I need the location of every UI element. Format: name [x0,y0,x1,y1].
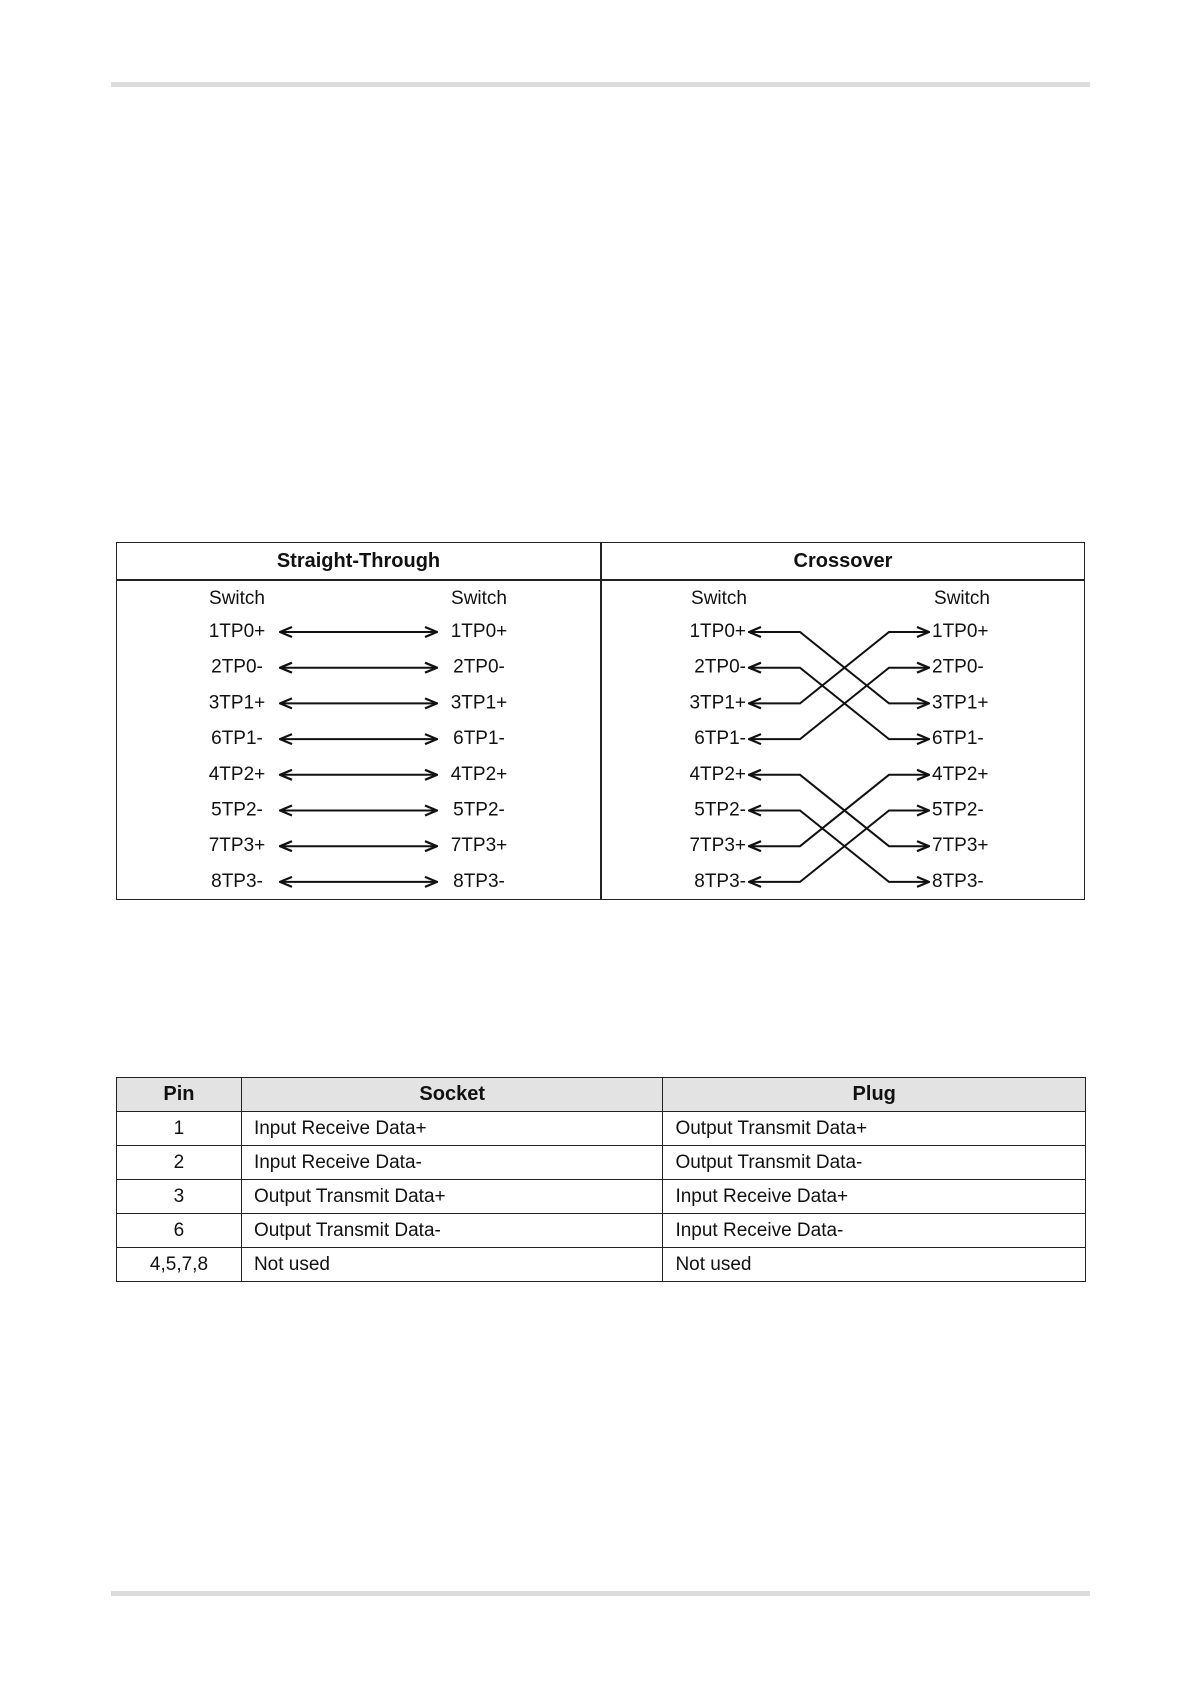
socket-cell: Output Transmit Data- [241,1214,663,1248]
table-row [117,1214,1086,1248]
crossover-left-pin-label: 4TP2+ [689,763,746,785]
crossover-left-pin-label: 7TP3+ [689,835,746,857]
crossover-left-pin-label: 6TP1- [694,728,746,750]
crossover-right-pin-label: 2TP0- [932,656,984,678]
straight-right-pin-label: 5TP2- [453,799,505,821]
crossover-left-pin-label: 2TP0- [694,656,746,678]
crossover-left-pin-label: 1TP0+ [689,621,746,643]
crossover-right-pin-label: 1TP0+ [932,621,989,643]
socket-cell: Output Transmit Data+ [241,1180,663,1214]
crossover-left-pin-label: 8TP3- [694,870,746,892]
straight-right-pin-label: 2TP0- [453,656,505,678]
plug-cell: Input Receive Data- [663,1214,1086,1248]
straight-left-pin-label: 2TP0- [211,656,263,678]
straight-right-pin-label: 3TP1+ [450,692,508,714]
crossover-right-pin-label: 7TP3+ [932,835,989,857]
pin-cell: 2 [117,1146,242,1180]
straight-left-pin-label: 8TP3- [211,870,263,892]
straight-left-pin-label: 5TP2- [211,799,263,821]
table-row [117,1146,1086,1180]
straight-right-pin-label: 6TP1- [453,728,505,750]
pin-cell: 3 [117,1180,242,1214]
straight-left-header: Switch [209,588,265,610]
socket-cell: Not used [241,1248,663,1282]
pin-header: Pin [117,1078,242,1112]
crossover-right-pin-label: 3TP1+ [932,692,989,714]
crossover-right-pin-label: 6TP1- [932,728,984,750]
plug-header: Plug [663,1078,1086,1112]
socket-cell: Input Receive Data- [241,1146,663,1180]
pin-cell: 6 [117,1214,242,1248]
header-rule [111,82,1090,87]
crossover-left-pin-label: 3TP1+ [689,692,746,714]
straight-right-header: Switch [451,588,507,610]
straight-right-pin-label: 4TP2+ [450,763,508,785]
pin-cell: 1 [117,1112,242,1146]
plug-cell: Not used [663,1248,1086,1282]
wiring-diagram [117,543,1083,898]
plug-cell: Input Receive Data+ [663,1180,1086,1214]
table-row [117,1112,1086,1146]
straight-left-pin-label: 6TP1- [211,728,263,750]
plug-cell: Output Transmit Data- [663,1146,1086,1180]
crossover-right-pin-label: 4TP2+ [932,763,989,785]
straight-through-title: Straight-Through [276,550,441,572]
wiring-diagram-table [116,542,1085,900]
crossover-title: Crossover [793,550,893,572]
crossover-left-header: Switch [691,588,747,610]
pin-table-header-row [117,1078,1086,1112]
crossover-right-pin-label: 8TP3- [932,870,984,892]
straight-right-pin-label: 7TP3+ [450,835,508,857]
pin-cell: 4,5,7,8 [117,1248,242,1282]
straight-right-pin-label: 8TP3- [453,870,505,892]
straight-left-pin-label: 4TP2+ [208,763,266,785]
crossover-right-header: Switch [934,588,990,610]
footer-rule [111,1591,1090,1596]
table-row [117,1248,1086,1282]
pin-assignment-table [116,1077,1086,1282]
crossover-right-pin-label: 5TP2- [932,799,984,821]
crossover-left-pin-label: 5TP2- [694,799,746,821]
table-row [117,1180,1086,1214]
straight-left-pin-label: 3TP1+ [208,692,266,714]
socket-header: Socket [241,1078,663,1112]
straight-left-pin-label: 7TP3+ [208,835,266,857]
socket-cell: Input Receive Data+ [241,1112,663,1146]
straight-right-pin-label: 1TP0+ [450,621,508,643]
plug-cell: Output Transmit Data+ [663,1112,1086,1146]
straight-left-pin-label: 1TP0+ [208,621,266,643]
